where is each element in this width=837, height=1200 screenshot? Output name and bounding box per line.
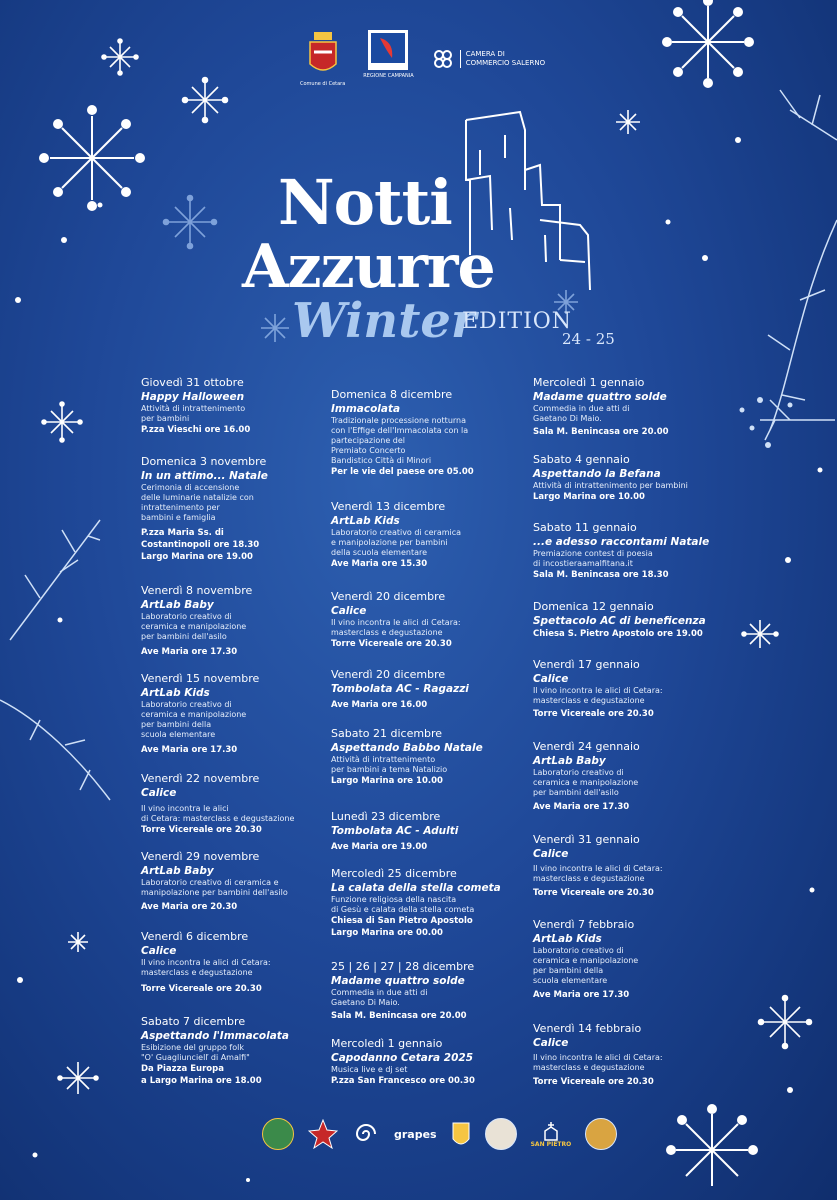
event-title: Aspettando l'Immacolata: [141, 1030, 289, 1042]
event-location: Sala M. Benincasa ore 20.00: [331, 1011, 467, 1021]
event-item: [141, 584, 341, 658]
event-item: [331, 388, 531, 478]
spiral-icon: [352, 1120, 380, 1148]
event-title: Immacolata: [331, 403, 401, 415]
event-title: Tombolata AC - Ragazzi: [331, 683, 469, 695]
event-location: Ave Maria ore 20.30: [141, 902, 238, 912]
sponsor-logo: [485, 1118, 517, 1150]
event-title: ArtLab Kids: [141, 687, 210, 699]
event-date: Venerdì 13 dicembre: [331, 500, 446, 513]
event-title: ArtLab Baby: [533, 755, 606, 767]
event-item: [331, 1037, 531, 1087]
event-date: Sabato 7 dicembre: [141, 1015, 246, 1028]
event-location: Ave Maria ore 15.30: [331, 559, 428, 569]
regione-caption: REGIONE CAMPANIA: [363, 73, 414, 79]
event-description: Il vino incontra le alici di Cetara: masterclass e degustazione: [533, 1053, 663, 1072]
event-description: Esibizione del gruppo folk "O' Guagliuncielľ di Amalfi": [141, 1043, 250, 1062]
event-title: ...e adesso raccontami Natale: [533, 536, 710, 548]
event-location: Torre Vicereale ore 20.30: [141, 984, 262, 994]
comune-logo: [300, 30, 345, 87]
event-title: La calata della stella cometa: [331, 882, 501, 894]
sponsor-logo: [262, 1118, 294, 1150]
event-description: Il vino incontra le alici di Cetara: masterclass e degustazione: [533, 864, 663, 883]
event-location: Chiesa di San Pietro Apostolo Largo Marina ore 00.00: [331, 916, 473, 938]
event-item: [331, 810, 531, 853]
event-item: [533, 521, 733, 581]
event-title: Capodanno Cetara 2025: [331, 1052, 474, 1064]
event-description: Commedia in due atti di Gaetano Di Maio.: [533, 404, 630, 423]
event-description: Attività di intrattenimento per bambini: [141, 404, 246, 423]
event-location: Ave Maria ore 16.00: [331, 700, 428, 710]
event-item: [331, 500, 531, 570]
event-description: Il vino incontra le alici di Cetara: masterclass e degustazione: [141, 958, 271, 977]
event-item: [533, 918, 733, 1001]
event-date: Sabato 4 gennaio: [533, 453, 630, 466]
event-date: 25 | 26 | 27 | 28 dicembre: [331, 960, 475, 973]
snowflake-icon: [40, 106, 144, 210]
title-winter: Winter: [292, 293, 477, 349]
event-title: In un attimo... Natale: [141, 470, 268, 482]
event-description: Il vino incontra le alici di Cetara: masterclass e degustazione: [331, 618, 461, 637]
regione-icon: [368, 30, 408, 70]
event-description: Laboratorio creativo di ceramica e manipolazione per bambini della scuola elementare: [331, 528, 462, 557]
snowflake-icon: [667, 1105, 757, 1186]
event-date: Domenica 3 novembre: [141, 455, 267, 468]
event-item: [533, 740, 733, 813]
event-date: Venerdì 22 novembre: [141, 772, 260, 785]
event-description: Premiazione contest di poesia di incostieraamalfitana.it: [533, 549, 653, 568]
event-item: [533, 833, 733, 899]
event-title: Calice: [141, 787, 177, 799]
event-date: Giovedì 31 ottobre: [141, 376, 244, 389]
event-item: [141, 772, 341, 836]
event-location: Torre Vicereale ore 20.30: [331, 639, 452, 649]
event-item: [331, 590, 531, 650]
event-description: Laboratorio creativo di ceramica e manipolazione per bambini dell'asilo: [141, 878, 288, 897]
event-item: [331, 727, 531, 787]
event-date: Venerdì 15 novembre: [141, 672, 260, 685]
chamber-logo: [432, 48, 546, 70]
event-item: [141, 850, 341, 913]
comune-caption: Comune di Cetara: [300, 81, 346, 87]
event-title: ArtLab Kids: [331, 515, 400, 527]
event-location: P.zza San Francesco ore 00.30: [331, 1076, 475, 1086]
event-item: [331, 867, 531, 939]
event-item: [533, 376, 733, 438]
event-description: Attività di intrattenimento per bambini: [533, 481, 688, 490]
event-location: Ave Maria ore 17.30: [533, 990, 630, 1000]
title-years: 24 - 25: [562, 330, 615, 348]
event-title: Spettacolo AC di beneficenza: [533, 615, 706, 627]
event-title: Calice: [141, 945, 177, 957]
sponsor-logo: [585, 1118, 617, 1150]
event-description: Commedia in due atti di Gaetano Di Maio.: [331, 988, 428, 1007]
event-date: Mercoledì 1 gennaio: [533, 376, 645, 389]
event-title: Madame quattro solde: [533, 391, 667, 403]
event-title: ArtLab Kids: [533, 933, 602, 945]
title-notti: Notti: [278, 166, 452, 239]
event-location: Ave Maria ore 17.30: [141, 745, 238, 755]
event-description: Cerimonia di accensione delle luminarie natalizie con intrattenimento per bambini e famiglia: [141, 483, 254, 522]
knot-icon: [432, 48, 454, 70]
event-date: Venerdì 14 febbraio: [533, 1022, 642, 1035]
church-icon: [541, 1121, 561, 1141]
event-title: ArtLab Baby: [141, 865, 214, 877]
event-date: Venerdì 20 dicembre: [331, 668, 446, 681]
title-edition: EDITION: [462, 309, 573, 334]
event-date: Venerdì 31 gennaio: [533, 833, 640, 846]
event-date: Domenica 8 dicembre: [331, 388, 453, 401]
event-date: Sabato 11 gennaio: [533, 521, 637, 534]
event-description: Il vino incontra le alici di Cetara: masterclass e degustazione: [533, 686, 663, 705]
event-description: Laboratorio creativo di ceramica e manipolazione per bambini della scuola elementare: [533, 946, 639, 985]
event-title: Calice: [331, 605, 367, 617]
event-location: Ave Maria ore 17.30: [533, 802, 630, 812]
event-location: Torre Vicereale ore 20.30: [533, 1077, 654, 1087]
event-item: [533, 453, 733, 503]
event-location: Sala M. Benincasa ore 18.30: [533, 570, 669, 580]
event-description: Laboratorio creativo di ceramica e manipolazione per bambini dell'asilo: [141, 612, 247, 641]
event-title: Tombolata AC - Adulti: [331, 825, 459, 837]
event-item: [141, 672, 341, 756]
event-item: [141, 930, 341, 995]
event-location: Largo Marina ore 10.00: [331, 776, 443, 786]
star-icon: [308, 1119, 338, 1149]
event-date: Venerdì 20 dicembre: [331, 590, 446, 603]
event-item: [141, 376, 341, 436]
event-description: Il vino incontra le alici di Cetara: masterclass e degustazione: [141, 804, 295, 823]
crest-icon: [451, 1119, 471, 1149]
event-location: Da Piazza Europa a Largo Marina ore 18.00: [141, 1064, 262, 1086]
sponsor-logos: [262, 1118, 617, 1150]
event-description: Laboratorio creativo di ceramica e manipolazione per bambini dell'asilo: [533, 768, 639, 797]
event-location: Ave Maria ore 17.30: [141, 647, 238, 657]
regione-logo: [363, 30, 413, 79]
event-description: Attività di intrattenimento per bambini a tema Natalizio: [331, 755, 448, 774]
event-description: Laboratorio creativo di ceramica e manipolazione per bambini della scuola elementare: [141, 700, 247, 739]
event-item: [533, 600, 733, 640]
event-location: Sala M. Benincasa ore 20.00: [533, 427, 669, 437]
event-location: P.zza Vieschi ore 16.00: [141, 425, 251, 435]
event-title: Aspettando Babbo Natale: [331, 742, 483, 754]
event-location: Torre Vicereale ore 20.30: [533, 888, 654, 898]
snowflake-icon: [663, 0, 753, 87]
event-item: [331, 960, 531, 1022]
event-title: Aspettando la Befana: [533, 468, 661, 480]
event-description: Musica live e dj set: [331, 1065, 408, 1074]
event-item: [533, 1022, 733, 1088]
event-date: Venerdì 6 dicembre: [141, 930, 249, 943]
event-title: Madame quattro solde: [331, 975, 465, 987]
sanpietro-label: SAN PIETRO: [530, 1140, 572, 1148]
event-date: Mercoledì 25 dicembre: [331, 867, 457, 880]
sponsor-grapes: grapes: [394, 1127, 437, 1141]
event-description: Tradizionale processione notturna con l'Effige dell'Immacolata con la partecipazione del Premiato Concerto Bandistico Città di Minori: [331, 416, 469, 465]
event-date: Lunedì 23 dicembre: [331, 810, 441, 823]
event-date: Venerdì 29 novembre: [141, 850, 260, 863]
event-date: Venerdì 7 febbraio: [533, 918, 635, 931]
partner-logos: [300, 30, 546, 87]
berries: [740, 397, 793, 448]
event-item: [331, 668, 531, 711]
event-item: [533, 658, 733, 720]
event-description: Funzione religiosa della nascita di Gesù e calata della stella cometa: [331, 895, 475, 914]
coat-of-arms-icon: [306, 30, 340, 78]
event-location: P.zza Maria Ss. di Costantinopoli ore 18.30 Largo Marina ore 19.00: [141, 528, 260, 562]
event-title: Calice: [533, 673, 569, 685]
event-date: Domenica 12 gennaio: [533, 600, 654, 613]
event-title: Happy Halloween: [141, 391, 245, 403]
event-location: Torre Vicereale ore 20.30: [533, 709, 654, 719]
title-azzurre: Azzurre: [242, 232, 495, 302]
chamber-caption: CAMERA DI COMMERCIO SALERNO: [460, 50, 546, 68]
event-title: Calice: [533, 1037, 569, 1049]
event-location: Per le vie del paese ore 05.00: [331, 467, 474, 477]
event-location: Ave Maria ore 19.00: [331, 842, 428, 852]
event-location: Torre Vicereale ore 20.30: [141, 825, 262, 835]
event-item: [141, 1015, 341, 1087]
event-date: Mercoledì 1 gennaio: [331, 1037, 443, 1050]
event-location: Largo Marina ore 10.00: [533, 492, 645, 502]
event-date: Venerdì 24 gennaio: [533, 740, 640, 753]
event-title: Calice: [533, 848, 569, 860]
event-date: Venerdì 8 novembre: [141, 584, 253, 597]
sponsor-sanpietro: [531, 1121, 572, 1148]
event-date: Venerdì 17 gennaio: [533, 658, 640, 671]
event-item: [141, 455, 341, 563]
event-location: Chiesa S. Pietro Apostolo ore 19.00: [533, 629, 703, 639]
event-date: Sabato 21 dicembre: [331, 727, 443, 740]
event-title: ArtLab Baby: [141, 599, 214, 611]
